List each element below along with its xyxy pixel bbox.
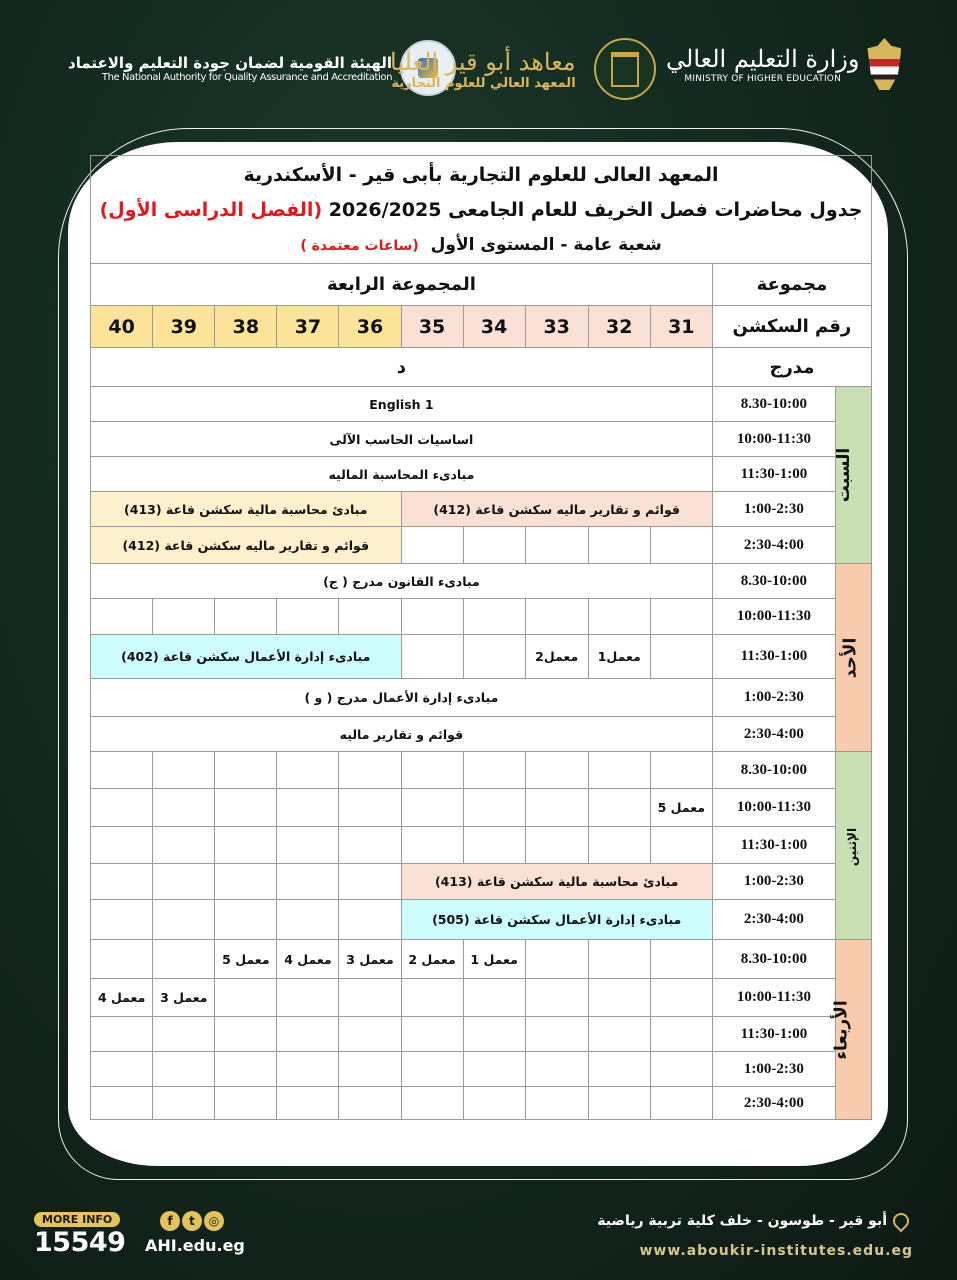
- time-slot: 10:00-11:30: [712, 422, 835, 457]
- title-block: [91, 156, 872, 264]
- lab-cell: معمل2: [525, 635, 588, 679]
- section-number: 36: [339, 306, 401, 348]
- section-number: 33: [525, 306, 588, 348]
- lab-cell: معمل1: [588, 635, 650, 679]
- empty-cell: [215, 827, 277, 864]
- credit-hours-label: (ساعات معتمدة ): [300, 238, 419, 254]
- section-number: 40: [91, 306, 153, 348]
- website-link[interactable]: www.aboukir-institutes.edu.eg: [639, 1243, 913, 1259]
- naqaae-name-ar: الهيئة القومية لضمان جودة التعليم والاعتماد: [68, 53, 393, 72]
- group-label: مجموعة: [712, 264, 871, 306]
- hall-value: د: [91, 348, 713, 387]
- schedule-row: [91, 679, 872, 717]
- empty-cell: [153, 1087, 215, 1120]
- empty-cell: [277, 599, 339, 635]
- lab-cell: معمل 1: [463, 940, 525, 979]
- empty-cell: [339, 827, 401, 864]
- time-slot: 10:00-11:30: [712, 979, 835, 1017]
- empty-cell: [91, 789, 153, 827]
- empty-cell: [277, 864, 339, 900]
- empty-cell: [153, 752, 215, 789]
- empty-cell: [463, 599, 525, 635]
- schedule-row: [91, 979, 872, 1017]
- empty-cell: [525, 599, 588, 635]
- class-session: مبادىء إدارة الأعمال مدرج ( و ): [91, 679, 713, 717]
- class-session: مبادىء المحاسبة الماليه: [91, 457, 713, 492]
- empty-cell: [401, 979, 463, 1017]
- schedule-row: [91, 1017, 872, 1052]
- empty-cell: [588, 827, 650, 864]
- class-session-sections-31-35: قوائم و تقارير ماليه سكشن قاعة (412): [401, 492, 712, 527]
- empty-cell: [588, 599, 650, 635]
- aboukir-name: معاهد أبو قير العليا: [390, 47, 576, 76]
- time-slot: 10:00-11:30: [712, 599, 835, 635]
- empty-cell: [588, 1087, 650, 1120]
- section-number: 38: [215, 306, 277, 348]
- schedule-row: [91, 900, 872, 940]
- division-title: شعبة عامة - المستوى الأول (ساعات معتمدة ): [300, 235, 662, 255]
- hall-label: مدرج: [712, 348, 871, 387]
- empty-cell: [401, 635, 463, 679]
- schedule-row: [91, 827, 872, 864]
- empty-cell: [525, 1017, 588, 1052]
- empty-cell: [339, 864, 401, 900]
- section-number: 31: [650, 306, 712, 348]
- time-slot: 2:30-4:00: [712, 527, 835, 564]
- facebook-icon[interactable]: f: [160, 1211, 180, 1231]
- empty-cell: [588, 979, 650, 1017]
- lab-cell: معمل 3: [339, 940, 401, 979]
- day-name: السبت: [833, 447, 854, 503]
- more-info-badge: MORE INFO: [34, 1212, 120, 1227]
- schedule-title: جدول محاضرات فصل الخريف للعام الجامعى 2026/2025 (الفصل الدراسى الأول): [99, 199, 863, 221]
- aboukir-subname: المعهد العالي للعلوم التجارية: [391, 75, 576, 91]
- lab-cell: معمل 3: [153, 979, 215, 1017]
- schedule-row: [91, 1052, 872, 1087]
- empty-cell: [401, 527, 463, 564]
- empty-cell: [91, 864, 153, 900]
- time-slot: 1:00-2:30: [712, 1052, 835, 1087]
- schedule-row: [91, 635, 872, 679]
- empty-cell: [215, 1087, 277, 1120]
- ministry-name-ar: وزارة التعليم العالي: [666, 45, 860, 73]
- aboukir-emblem-icon: [594, 38, 656, 100]
- twitter-icon[interactable]: t: [182, 1211, 202, 1231]
- class-session: مبادىء القانون مدرج ( ج): [91, 564, 713, 599]
- day-name: الأربعاء: [831, 999, 852, 1060]
- day-label: [835, 564, 871, 752]
- ministry-logo: [666, 38, 901, 90]
- empty-cell: [215, 1017, 277, 1052]
- day-label: [835, 387, 871, 564]
- schedule-table: [90, 155, 872, 1120]
- section-number: 35: [401, 306, 463, 348]
- time-slot: 1:00-2:30: [712, 864, 835, 900]
- time-slot: 11:30-1:00: [712, 457, 835, 492]
- time-slot: 8.30-10:00: [712, 387, 835, 422]
- time-slot: 2:30-4:00: [712, 717, 835, 752]
- semester-label: (الفصل الدراسى الأول): [99, 199, 323, 221]
- empty-cell: [588, 940, 650, 979]
- address: [597, 1213, 909, 1229]
- time-slot: 10:00-11:30: [712, 789, 835, 827]
- day-label: [835, 752, 871, 940]
- empty-cell: [153, 940, 215, 979]
- empty-cell: [277, 752, 339, 789]
- class-session-sections-31-35: مبادىء إدارة الأعمال سكشن قاعة (505): [401, 900, 712, 940]
- social-links: [160, 1211, 224, 1231]
- section-label: رقم السكشن: [712, 306, 871, 348]
- empty-cell: [277, 1017, 339, 1052]
- schedule-row: [91, 752, 872, 789]
- empty-cell: [277, 827, 339, 864]
- empty-cell: [650, 599, 712, 635]
- time-slot: 8.30-10:00: [712, 564, 835, 599]
- empty-cell: [91, 752, 153, 789]
- class-session: اساسيات الحاسب الآلى: [91, 422, 713, 457]
- empty-cell: [277, 900, 339, 940]
- empty-cell: [401, 827, 463, 864]
- empty-cell: [650, 1017, 712, 1052]
- empty-cell: [588, 789, 650, 827]
- empty-cell: [153, 864, 215, 900]
- empty-cell: [650, 752, 712, 789]
- footer-contact: [34, 1208, 125, 1258]
- empty-cell: [215, 900, 277, 940]
- empty-cell: [401, 1052, 463, 1087]
- institute-title: المعهد العالى للعلوم التجارية بأبى قير - الأسكندرية: [243, 164, 719, 186]
- empty-cell: [463, 1052, 525, 1087]
- class-session-sections-31-35: مبادئ محاسبة مالية سكشن قاعة (413): [401, 864, 712, 900]
- empty-cell: [339, 900, 401, 940]
- day-name: الأحد: [840, 637, 861, 678]
- lab-cell: معمل 2: [401, 940, 463, 979]
- empty-cell: [463, 635, 525, 679]
- short-website-link[interactable]: AHI.edu.eg: [145, 1236, 245, 1255]
- location-pin-icon: [890, 1210, 913, 1233]
- schedule-row: [91, 717, 872, 752]
- empty-cell: [650, 1087, 712, 1120]
- empty-cell: [650, 1052, 712, 1087]
- instagram-icon[interactable]: ◎: [204, 1211, 224, 1231]
- empty-cell: [588, 752, 650, 789]
- time-slot: 8.30-10:00: [712, 752, 835, 789]
- schedule-row: [91, 940, 872, 979]
- empty-cell: [215, 752, 277, 789]
- time-slot: 1:00-2:30: [712, 679, 835, 717]
- lab-cell: معمل 4: [91, 979, 153, 1017]
- empty-cell: [401, 789, 463, 827]
- schedule-row: [91, 1087, 872, 1120]
- empty-cell: [153, 1052, 215, 1087]
- empty-cell: [650, 979, 712, 1017]
- empty-cell: [91, 1052, 153, 1087]
- empty-cell: [91, 599, 153, 635]
- aboukir-logo: [390, 38, 656, 100]
- section-number: 39: [153, 306, 215, 348]
- empty-cell: [463, 1017, 525, 1052]
- lab-cell: معمل 5: [215, 940, 277, 979]
- empty-cell: [650, 527, 712, 564]
- eagle-emblem-icon: [867, 38, 901, 90]
- empty-cell: [91, 900, 153, 940]
- schedule-row: [91, 789, 872, 827]
- empty-cell: [277, 1052, 339, 1087]
- empty-cell: [215, 599, 277, 635]
- naqaae-name-en: The National Authority for Quality Assurance and Accreditation: [101, 71, 393, 83]
- time-slot: 11:30-1:00: [712, 635, 835, 679]
- section-number: 37: [277, 306, 339, 348]
- day-name: الإثنين: [844, 827, 859, 866]
- empty-cell: [650, 635, 712, 679]
- empty-cell: [215, 979, 277, 1017]
- time-slot: 11:30-1:00: [712, 1017, 835, 1052]
- empty-cell: [401, 1017, 463, 1052]
- section-number: 34: [463, 306, 525, 348]
- empty-cell: [339, 979, 401, 1017]
- schedule-row: [91, 599, 872, 635]
- empty-cell: [463, 527, 525, 564]
- time-slot: 1:00-2:30: [712, 492, 835, 527]
- empty-cell: [153, 827, 215, 864]
- empty-cell: [339, 789, 401, 827]
- empty-cell: [588, 527, 650, 564]
- empty-cell: [463, 752, 525, 789]
- empty-cell: [339, 1017, 401, 1052]
- time-slot: 2:30-4:00: [712, 1087, 835, 1120]
- schedule-row: [91, 527, 872, 564]
- empty-cell: [525, 827, 588, 864]
- empty-cell: [525, 940, 588, 979]
- empty-cell: [401, 752, 463, 789]
- group-value: المجموعة الرابعة: [91, 264, 713, 306]
- empty-cell: [91, 827, 153, 864]
- day-label: [831, 940, 871, 1120]
- schedule-row: [91, 492, 872, 527]
- empty-cell: [401, 599, 463, 635]
- empty-cell: [463, 1087, 525, 1120]
- empty-cell: [339, 752, 401, 789]
- empty-cell: [650, 940, 712, 979]
- lab-cell: معمل 4: [277, 940, 339, 979]
- empty-cell: [215, 864, 277, 900]
- schedule-row: [91, 387, 872, 422]
- empty-cell: [339, 1052, 401, 1087]
- empty-cell: [153, 789, 215, 827]
- empty-cell: [215, 1052, 277, 1087]
- empty-cell: [215, 789, 277, 827]
- lab-cell: معمل 5: [650, 789, 712, 827]
- time-slot: 8.30-10:00: [712, 940, 835, 979]
- empty-cell: [153, 599, 215, 635]
- empty-cell: [525, 752, 588, 789]
- empty-cell: [153, 1017, 215, 1052]
- empty-cell: [588, 1017, 650, 1052]
- hotline-number: 15549: [34, 1227, 126, 1258]
- empty-cell: [463, 789, 525, 827]
- section-number: 32: [588, 306, 650, 348]
- empty-cell: [525, 789, 588, 827]
- address-text: أبو قير - طوسون - خلف كلية تربية رياضية: [597, 1213, 887, 1229]
- empty-cell: [463, 979, 525, 1017]
- schedule-row: [91, 457, 872, 492]
- time-slot: 11:30-1:00: [712, 827, 835, 864]
- empty-cell: [525, 527, 588, 564]
- empty-cell: [525, 979, 588, 1017]
- empty-cell: [463, 827, 525, 864]
- empty-cell: [153, 900, 215, 940]
- schedule-row: [91, 864, 872, 900]
- empty-cell: [277, 979, 339, 1017]
- ministry-name-en: MINISTRY OF HIGHER EDUCATION: [684, 74, 842, 84]
- class-session-sections-36-40: مبادئ محاسبة مالية سكشن قاعة (413): [91, 492, 402, 527]
- empty-cell: [401, 1087, 463, 1120]
- empty-cell: [91, 1017, 153, 1052]
- schedule-row: [91, 422, 872, 457]
- time-slot: 2:30-4:00: [712, 900, 835, 940]
- empty-cell: [650, 827, 712, 864]
- empty-cell: [277, 789, 339, 827]
- empty-cell: [339, 599, 401, 635]
- empty-cell: [277, 1087, 339, 1120]
- empty-cell: [525, 1052, 588, 1087]
- class-session: English 1: [91, 387, 713, 422]
- empty-cell: [91, 1087, 153, 1120]
- empty-cell: [339, 1087, 401, 1120]
- class-session-sections-36-40: مبادىء إدارة الأعمال سكشن قاعة (402): [91, 635, 402, 679]
- empty-cell: [588, 1052, 650, 1087]
- class-session: قوائم و تقارير ماليه: [91, 717, 713, 752]
- empty-cell: [91, 940, 153, 979]
- empty-cell: [525, 1087, 588, 1120]
- header-logos: [0, 30, 957, 110]
- schedule-row: [91, 564, 872, 599]
- class-session-sections-36-40: قوائم و تقارير ماليه سكشن قاعة (412): [91, 527, 402, 564]
